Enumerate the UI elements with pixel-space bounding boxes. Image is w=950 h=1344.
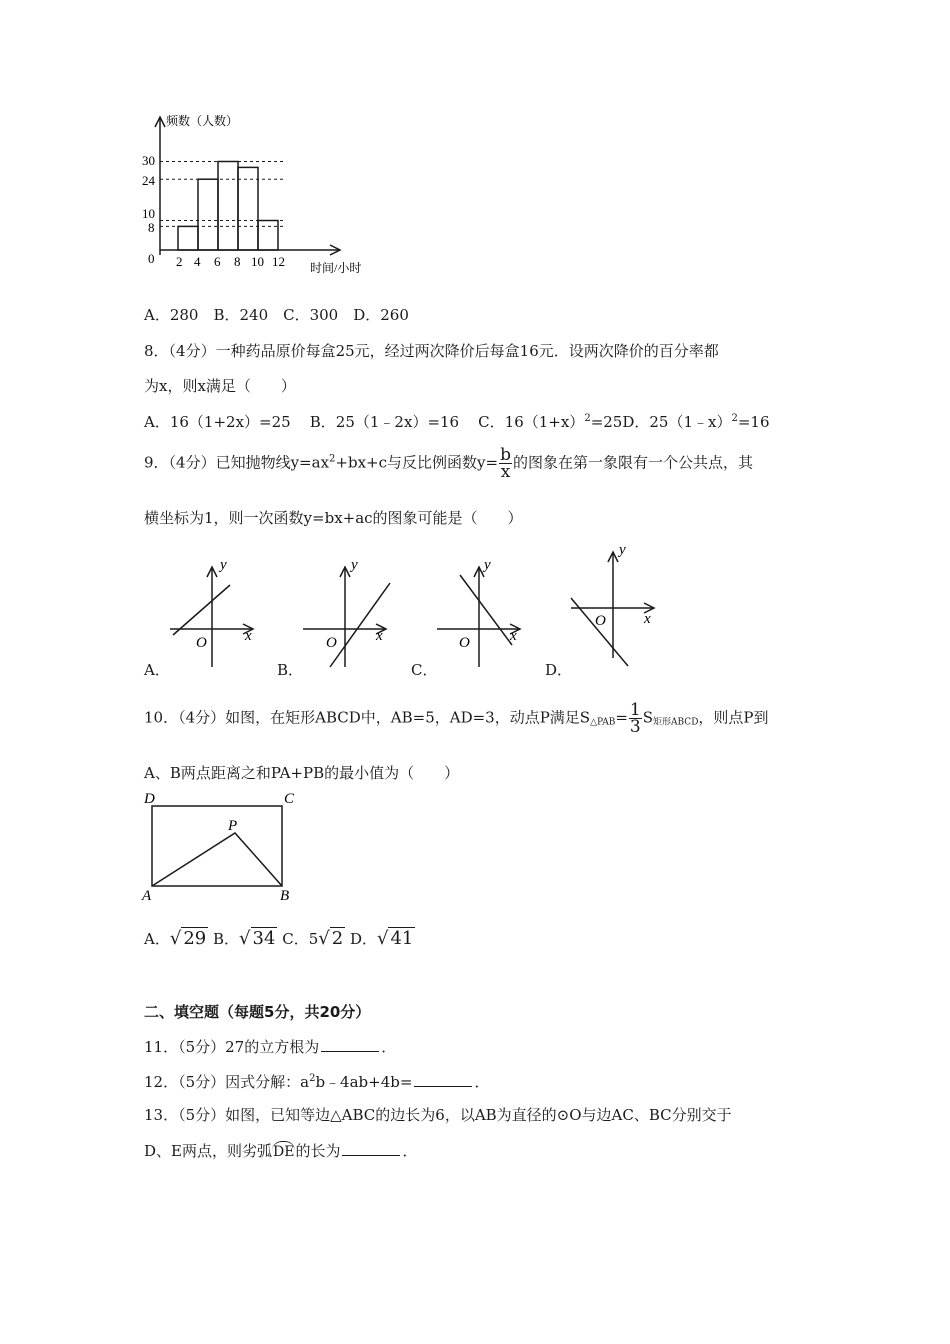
q9-graph-c — [432, 555, 537, 673]
q10-options — [144, 928, 415, 949]
q10-option-a: A．√ 29 — [144, 928, 207, 949]
svg-text:B: B — [280, 888, 290, 903]
q9-stem-line1: 9．（4分）已知抛物线$y=ax^2+bx+c$与反比例函数y= $\frac{b}{x}$ 的图象在第一象限有一个公共点，其 — [144, 445, 753, 482]
q9-option-d: D． — [545, 661, 573, 679]
q10-option-d: D．√ 41 — [349, 928, 414, 949]
svg-text:O: O — [595, 613, 606, 629]
q12: 12．（5分）因式分解：$a^2b﹣4ab+4b=$ ． — [144, 1073, 490, 1091]
svg-text:x: x — [245, 628, 252, 644]
x-tick-6: 6 — [214, 254, 221, 269]
x-tick-2: 2 — [176, 254, 183, 269]
svg-text:C: C — [284, 791, 295, 807]
origin-label: 0 — [148, 251, 155, 266]
q9-graph-b — [298, 555, 403, 673]
svg-text:D: D — [144, 791, 155, 807]
q9-line-b — [330, 583, 390, 667]
histogram-bar-3 — [238, 167, 258, 250]
q11-blank — [321, 1051, 379, 1052]
x-tick-12: 12 — [272, 254, 285, 269]
q8-options — [144, 411, 770, 432]
q9-graph-a — [165, 555, 270, 673]
q10-fraction: $\frac{1}{3}$ — [629, 700, 641, 737]
svg-text:A: A — [142, 888, 152, 903]
svg-text:P: P — [228, 818, 238, 834]
q9-stem-line2: 横坐标为1，则一次函数y=bx+ac的图象可能是（ ） — [144, 509, 523, 527]
q8-stem-line2: 为x，则x满足（ ） — [144, 377, 296, 395]
arc-de: DE — [272, 1141, 295, 1160]
q8-option-d: D．25（1﹣x）$^2$=16 — [622, 413, 770, 431]
q8-option-a: A．16（1+2x）=25 — [144, 413, 291, 431]
q10-rectangle-figure — [140, 788, 305, 903]
q9-line-a — [173, 585, 230, 635]
y-axis-label: 频数（人数） — [166, 114, 239, 128]
y-tick-10: 10 — [142, 206, 155, 221]
y-tick-8: 8 — [148, 220, 155, 235]
q10-option-c: C．5√ 2 — [282, 928, 344, 949]
histogram-bar-1 — [198, 179, 218, 250]
svg-text:y: y — [351, 557, 358, 573]
q8-option-b: B．25（1﹣2x）=16 — [309, 413, 460, 431]
q12-blank — [414, 1086, 472, 1087]
y-tick-30: 30 — [142, 153, 155, 168]
x-axis-label: 时间/小时 — [310, 261, 362, 275]
q11: 11．（5分）27的立方根为 ． — [144, 1038, 397, 1056]
q9-fraction: $\frac{b}{x}$ — [500, 445, 511, 482]
svg-text:O: O — [459, 635, 470, 651]
q8-stem-line1: 8．（4分）一种药品原价每盒25元，经过两次降价后每盒16元．设两次降价的百分率都 — [144, 342, 719, 360]
x-tick-10: 10 — [251, 254, 264, 269]
q10-stem-line2: A、B两点距离之和PA+PB的最小值为（ ） — [144, 764, 460, 782]
q9-option-c: C． — [411, 661, 438, 679]
histogram-bars — [178, 162, 278, 251]
q10-option-b: B．√ 34 — [213, 928, 276, 949]
svg-text:O: O — [196, 635, 207, 651]
svg-text:y: y — [619, 542, 626, 558]
section-2-heading: 二、填空题（每题5分，共20分） — [144, 1003, 371, 1021]
x-tick-8: 8 — [234, 254, 241, 269]
y-tick-24: 24 — [142, 173, 155, 188]
svg-text:y: y — [220, 557, 227, 573]
q13-blank — [342, 1155, 400, 1156]
histogram-figure — [130, 105, 390, 280]
histogram-bar-2 — [218, 162, 238, 251]
q10-stem-line1: 10．（4分）如图，在矩形ABCD中，AB=5，AD=3，动点P满足$S_{\triangle PAB}=$ $\frac{1}{3}$ $S_{矩形ABCD}$，则点P到 — [144, 700, 769, 737]
path-apb — [152, 833, 282, 886]
svg-text:x: x — [644, 611, 651, 627]
q13-stem-line2: D、E两点，则劣弧DE的长为 ． — [144, 1142, 418, 1160]
q13-stem-line1: 13．（5分）如图，已知等边△ABC的边长为6，以AB为直径的⊙O与边AC、BC分别交于 — [144, 1106, 732, 1124]
svg-text:y: y — [484, 557, 491, 573]
histogram-bar-4 — [258, 221, 278, 251]
svg-text:x: x — [510, 628, 517, 644]
q9-graph-d — [566, 540, 671, 672]
histogram-guides — [160, 162, 286, 227]
q8-option-c: C．$16(1+x)^2=25$ — [478, 413, 623, 431]
q9-option-b: B． — [277, 661, 304, 679]
svg-text:O: O — [326, 635, 337, 651]
histogram-bar-0 — [178, 226, 198, 250]
x-tick-4: 4 — [194, 254, 201, 269]
q9-option-a: A． — [144, 661, 170, 679]
svg-text:x: x — [376, 628, 383, 644]
q7-options: A．280 B．240 C．300 D．260 — [144, 306, 409, 324]
